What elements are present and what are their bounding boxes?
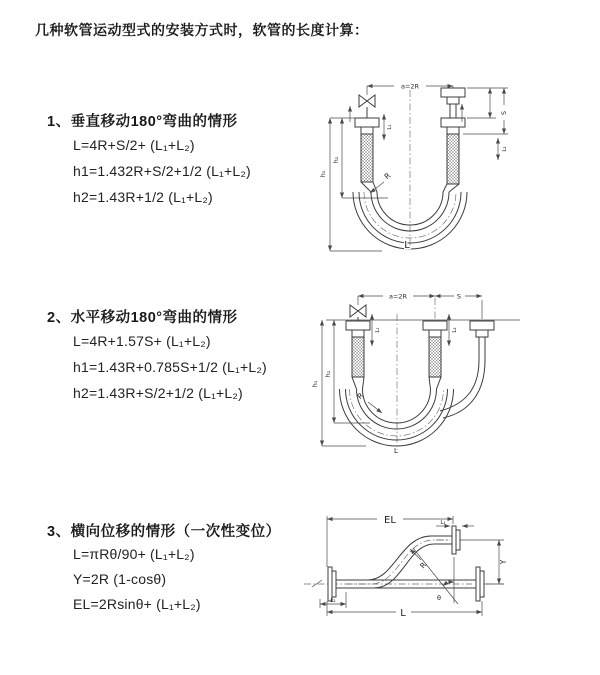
dim-label-h2: h₂ (332, 156, 340, 164)
dim-label-angle: θ (437, 594, 441, 602)
section-3-formula-3: EL=2Rsinθ+ (L₁+L₂) (73, 596, 201, 612)
diagram-horizontal-180-bend (312, 284, 597, 459)
diagram-lateral-displacement (298, 501, 600, 641)
dim-label-s: S (456, 292, 462, 301)
section-3-formula-2: Y=2R (1-cosθ) (73, 571, 167, 587)
dim-h2 (332, 118, 388, 198)
hose-u-bend (340, 377, 454, 446)
section-2-formula-3: h2=1.43R+S/2+1/2 (L₁+L₂) (73, 385, 243, 401)
section-3-formula-1: L=πRθ/90+ (L₁+L₂) (73, 546, 195, 562)
dim-span-a2r (367, 82, 453, 91)
dim-radius (356, 391, 382, 413)
dim-label-h2: h₂ (324, 370, 332, 378)
dim-label-length: L (394, 447, 398, 455)
dim-label-radius: R (417, 560, 429, 571)
upper-flange (452, 526, 460, 554)
dim-label-l2: L₂ (330, 598, 336, 604)
right-pipe-fitting (470, 321, 494, 360)
middle-pipe-fitting (423, 321, 447, 377)
section-1-formula-2: h1=1.432R+S/2+1/2 (L₁+L₂) (73, 163, 251, 179)
section-3-heading: 3、横向位移的情形（一次性变位） (47, 524, 281, 540)
dim-l1 (372, 314, 381, 346)
dim-l1 (384, 114, 393, 140)
dim-label-l2: L₂ (502, 146, 508, 152)
dim-angle (413, 548, 458, 604)
centerline-break-mark (312, 580, 322, 587)
section-1-heading: 1、垂直移动180°弯曲的情形 (47, 114, 238, 130)
dim-el (327, 512, 453, 567)
dim-length (327, 601, 482, 619)
dim-label-radius: R (382, 170, 393, 182)
dim-radius (410, 549, 428, 570)
dim-label-l1: L₁ (375, 327, 381, 333)
left-pipe-fitting (346, 321, 370, 377)
dim-label-span: a=2R (400, 82, 420, 91)
dim-label-el: EL (384, 515, 396, 526)
dim-stroke-s (463, 88, 508, 134)
section-1-formula-3: h2=1.43R+1/2 (L₁+L₂) (73, 189, 213, 205)
dim-label-y: Y (499, 559, 508, 565)
left-pipe-fitting (355, 118, 379, 182)
dim-label-l1: L₁ (440, 520, 446, 526)
dim-label-radius: R (355, 390, 366, 402)
dim-label-l1: L₁ (387, 124, 393, 130)
dim-label-s: S (500, 110, 508, 116)
section-1-formula-1: L=4R+S/2+ (L₁+L₂) (73, 137, 195, 153)
valve-icon (359, 86, 375, 118)
dim-span-a2r (358, 292, 435, 301)
dim-l1 (436, 520, 474, 526)
dim-label-h1: h₁ (311, 380, 319, 388)
dim-label-length: L (400, 608, 406, 619)
hose-displaced-position (440, 360, 485, 418)
right-pipe-fitting (441, 88, 465, 184)
dim-label-length: L (404, 240, 410, 251)
left-flange (328, 567, 336, 601)
dim-label-span: a=2R (388, 292, 408, 301)
dim-label-l2: L₂ (452, 327, 458, 333)
section-2-heading: 2、水平移动180°弯曲的情形 (47, 310, 238, 326)
diagram-vertical-180-bend (312, 74, 595, 262)
section-2-formula-1: L=4R+1.57S+ (L₁+L₂) (73, 333, 211, 349)
section-2-formula-2: h1=1.43R+0.785S+1/2 (L₁+L₂) (73, 359, 267, 375)
page-title: 几种软管运动型式的安装方式时，软管的长度计算： (35, 22, 369, 38)
dim-stroke-s (435, 292, 482, 319)
dim-l2 (449, 314, 458, 346)
dim-l2 (498, 138, 508, 160)
dim-label-h1: h₁ (319, 170, 327, 178)
valve-icon (350, 296, 366, 321)
